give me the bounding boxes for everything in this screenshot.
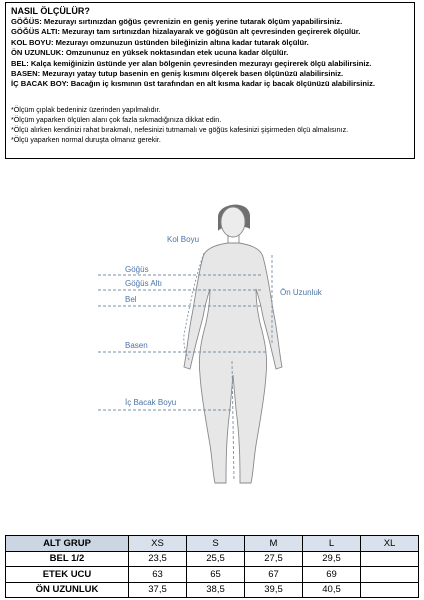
table-row bbox=[6, 551, 419, 567]
size-table-header: XS bbox=[129, 536, 187, 552]
table-cell: 67 bbox=[245, 567, 303, 583]
guide-note: *Ölçü yaparken normal duruşta olmanız gerekir. bbox=[11, 135, 161, 144]
table-cell bbox=[361, 567, 419, 583]
size-table-header: M bbox=[245, 536, 303, 552]
table-cell: 39,5 bbox=[245, 582, 303, 598]
measurement-guide-box bbox=[5, 2, 415, 159]
guide-notes bbox=[11, 105, 408, 145]
label-basen: Basen bbox=[125, 341, 148, 350]
guide-line-on-uzunluk: ÖN UZUNLUK: Omzununuz en yüksek noktasından etek ucuna kadar ölçülür. bbox=[11, 48, 289, 58]
table-cell: 27,5 bbox=[245, 551, 303, 567]
table-cell: 63 bbox=[129, 567, 187, 583]
table-cell: 40,5 bbox=[303, 582, 361, 598]
table-cell: 23,5 bbox=[129, 551, 187, 567]
label-gogus: Göğüs bbox=[125, 265, 149, 274]
size-table-header: XL bbox=[361, 536, 419, 552]
table-cell: ETEK UCU bbox=[6, 567, 129, 583]
size-table bbox=[5, 535, 419, 598]
guide-note: *Ölçü alırken kendinizi rahat bırakmalı, nefesinizi tutmamalı ve göğüs kafesinizi şişirmeden ölçü almalısınız. bbox=[11, 125, 349, 134]
table-cell: 37,5 bbox=[129, 582, 187, 598]
guide-line-kol-boyu: KOL BOYU: Mezurayı omzunuzun üstünden bileğinizin altına kadar tutarak ölçülür. bbox=[11, 37, 309, 47]
table-cell: 65 bbox=[187, 567, 245, 583]
label-bel: Bel bbox=[125, 295, 137, 304]
size-table-header: S bbox=[187, 536, 245, 552]
table-cell bbox=[361, 551, 419, 567]
label-on-uzunluk: Ön Uzunluk bbox=[280, 288, 322, 297]
label-gogus-alti: Göğüs Altı bbox=[125, 279, 162, 288]
body-measurement-figure bbox=[0, 195, 424, 495]
guide-note: *Ölçüm yaparken ölçülen alanı çok fazla sıkmadığınıza dikkat edin. bbox=[11, 115, 222, 124]
guide-line-bel: BEL: Kalça kemiğinizin üstünde yer alan bölgenin çevresinden mezurayı geçirerek ölçü alabilirsiniz. bbox=[11, 58, 372, 68]
table-cell: BEL 1/2 bbox=[6, 551, 129, 567]
guide-line-ic-bacak: İÇ BACAK BOY: Bacağın iç kısmının üst tarafından en alt kısma kadar iç bacak ölçünüzü alabilirsiniz. bbox=[11, 79, 376, 89]
table-cell: 29,5 bbox=[303, 551, 361, 567]
table-row bbox=[6, 582, 419, 598]
table-cell: 69 bbox=[303, 567, 361, 583]
table-cell: ÖN UZUNLUK bbox=[6, 582, 129, 598]
table-cell: 38,5 bbox=[187, 582, 245, 598]
size-table-header: L bbox=[303, 536, 361, 552]
guide-line-gogus-alti: GÖĞÜS ALTI: Mezurayı tam sırtınızdan hizalayarak ve göğüsün alt çevresinden geçirerek ölçülür. bbox=[11, 27, 361, 37]
body-silhouette-illustration bbox=[0, 195, 424, 495]
label-ic-bacak-boyu: İç Bacak Boyu bbox=[125, 398, 177, 407]
size-table-header: ALT GRUP bbox=[6, 536, 129, 552]
guide-line-basen: BASEN: Mezurayı yatay tutup basenin en geniş kısmını ölçerek basen ölçünüzü alabilirsiniz. bbox=[11, 69, 344, 79]
table-cell bbox=[361, 582, 419, 598]
table-cell: 25,5 bbox=[187, 551, 245, 567]
guide-line-gogus: GÖĞÜS: Mezurayı sırtınızdan göğüs çevrenizin en geniş yerine tutarak ölçüm yapabilirsiniz. bbox=[11, 17, 343, 26]
size-table-header-row bbox=[6, 536, 419, 552]
guide-title: NASIL ÖLÇÜLÜR? bbox=[11, 6, 90, 16]
table-row bbox=[6, 567, 419, 583]
guide-note: *Ölçüm çıplak bedeniniz üzerinden yapılmalıdır. bbox=[11, 105, 161, 114]
head-shape bbox=[221, 207, 245, 237]
label-kol-boyu: Kol Boyu bbox=[167, 235, 200, 244]
